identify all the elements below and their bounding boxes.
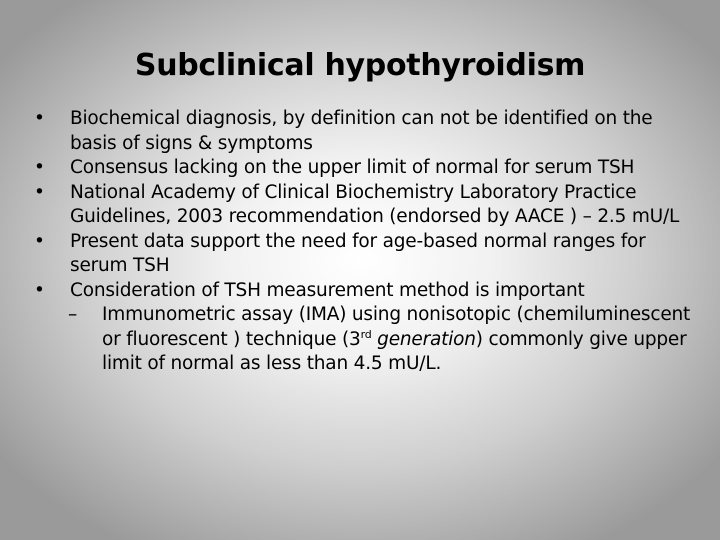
bullet-text: Consideration of TSH measurement method is important — [70, 279, 585, 301]
bullet-text: Consensus lacking on the upper limit of normal for serum TSH — [70, 157, 635, 178]
sub-bullet-italic: generation — [371, 328, 476, 350]
bullet-marker: • — [34, 108, 45, 129]
bullet-item — [34, 279, 694, 304]
sub-bullet-item — [34, 303, 694, 377]
bullet-text: Biochemical diagnosis, by definition can not be identified on the basis of signs & symptoms — [70, 108, 653, 154]
bullet-marker: • — [34, 157, 45, 178]
bullet-text: Present data support the need for age-based normal ranges for serum TSH — [70, 230, 646, 276]
bullet-marker: • — [34, 181, 45, 203]
slide-title: Subclinical hypothyroidism — [134, 48, 586, 83]
bullet-item — [34, 230, 694, 279]
sub-bullet-text-part1: Immunometric assay (IMA) using nonisotopic (chemiluminescent or fluorescent ) technique (3 — [102, 304, 691, 350]
sub-bullet-text-part2: ) commonly give upper limit of normal as less than 4.5 mU/L. — [102, 328, 687, 374]
bullet-marker: • — [34, 279, 45, 301]
bullet-item — [34, 107, 694, 156]
bullet-item — [34, 181, 694, 230]
bullet-list — [34, 107, 694, 377]
bullet-marker: • — [34, 230, 45, 252]
bullet-text: National Academy of Clinical Biochemistry Laboratory Practice Guidelines, 2003 recommendation (endorsed by AACE ) – 2.5 mU/L — [70, 181, 680, 227]
superscript-rd: rd — [360, 327, 372, 341]
bullet-item — [34, 156, 694, 181]
sub-bullet-marker: – — [68, 304, 78, 325]
